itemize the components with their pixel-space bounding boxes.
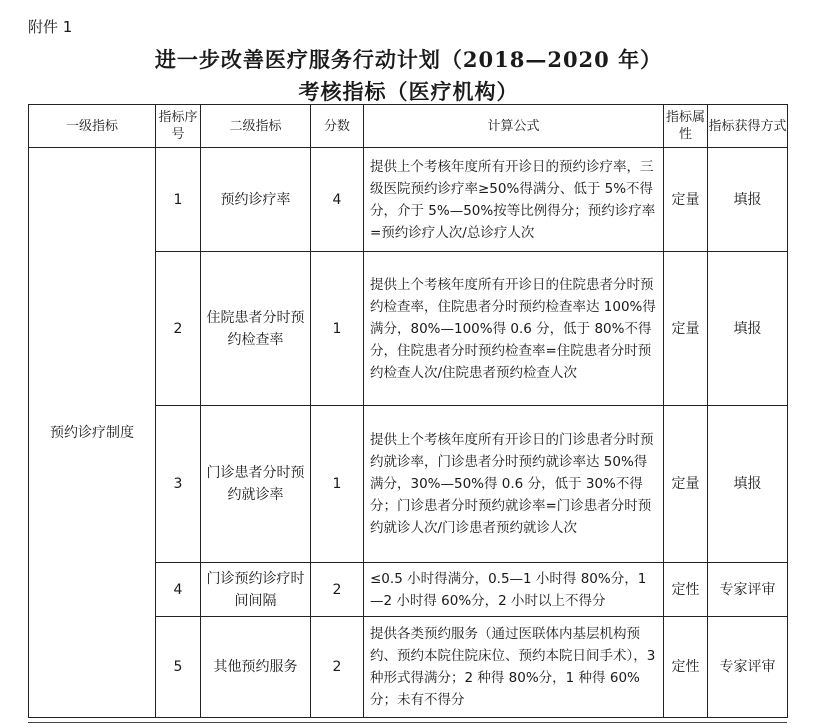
seq-cell: 3 [156,406,201,563]
score-cell: 2 [311,563,364,617]
header-seq: 指标序号 [156,105,201,148]
header-attribute: 指标属性 [664,105,708,148]
formula-cell: ≤0.5 小时得满分，0.5—1 小时得 80%分，1—2 小时得 60%分，2 小时以上不得分 [364,563,664,617]
method-cell: 专家评审 [708,563,788,617]
attribute-cell: 定性 [664,563,708,617]
header-method: 指标获得方式 [708,105,788,148]
level2-cell: 其他预约服务 [201,617,311,718]
level2-cell: 预约诊疗率 [201,148,311,252]
attribute-cell: 定量 [664,252,708,406]
metrics-table [28,104,788,718]
header-formula: 计算公式 [364,105,664,148]
level1-cell: 预约诊疗制度 [29,148,156,718]
formula-cell: 提供上个考核年度所有开诊日的住院患者分时预约检查率，住院患者分时预约检查率达 100%得满分，80%—100%得 0.6 分，低于 80%不得分，住院患者分时预约检查率=住院患者分时预约检查人次/住院患者预约检查人次 [364,252,664,406]
header-level1: 一级指标 [29,105,156,148]
score-cell: 2 [311,617,364,718]
level2-cell: 门诊预约诊疗时间间隔 [201,563,311,617]
formula-cell: 提供上个考核年度所有开诊日的预约诊疗率，三级医院预约诊疗率≥50%得满分、低于 5%不得分，介于 5%—50%按等比例得分；预约诊疗率=预约诊疗人次/总诊疗人次 [364,148,664,252]
seq-cell: 1 [156,148,201,252]
method-cell: 填报 [708,406,788,563]
formula-cell: 提供各类预约服务（通过医联体内基层机构预约、预约本院住院床位、预约本院日间手术），3 种形式得满分；2 种得 80%分，1 种得 60%分；未有不得分 [364,617,664,718]
method-cell: 填报 [708,148,788,252]
seq-cell: 5 [156,617,201,718]
formula-cell: 提供上个考核年度所有开诊日的门诊患者分时预约就诊率，门诊患者分时预约就诊率达 50%得满分，30%—50%得 0.6 分，低于 30%不得分；门诊患者分时预约就诊率=门诊患者分时预约就诊人次/门诊患者预约就诊人次 [364,406,664,563]
document-title: 进一步改善医疗服务行动计划（2018—2020 年） [154,47,663,72]
header-level2: 二级指标 [201,105,311,148]
table-header-row [29,105,788,148]
level2-cell: 住院患者分时预约检查率 [201,252,311,406]
page-bottom-rule [28,722,787,723]
level2-cell: 门诊患者分时预约就诊率 [201,406,311,563]
seq-cell: 4 [156,563,201,617]
attachment-label: 附件 1 [28,18,73,36]
header-score: 分数 [311,105,364,148]
attribute-cell: 定性 [664,617,708,718]
score-cell: 1 [311,252,364,406]
method-cell: 填报 [708,252,788,406]
score-cell: 4 [311,148,364,252]
document-subtitle: 考核指标（医疗机构） [298,79,519,104]
seq-cell: 2 [156,252,201,406]
score-cell: 1 [311,406,364,563]
table-row [29,148,788,252]
method-cell: 专家评审 [708,617,788,718]
attribute-cell: 定量 [664,406,708,563]
attribute-cell: 定量 [664,148,708,252]
